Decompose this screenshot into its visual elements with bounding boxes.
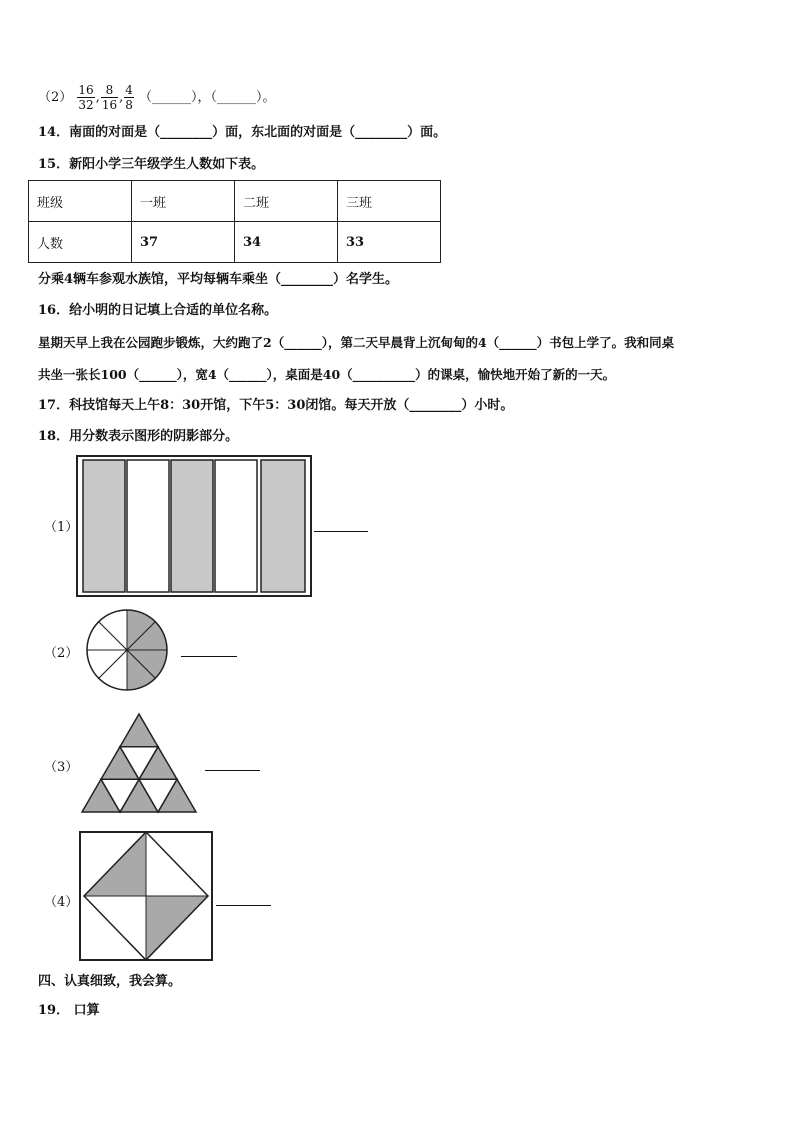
answer-line-1 — [314, 531, 368, 532]
table-cell: 二班 — [235, 181, 338, 222]
fraction-2: $\frac{8}{16}$ — [101, 83, 118, 112]
figure-2-circle — [82, 605, 172, 695]
figure-label-2: （2） — [44, 646, 79, 661]
question-17: 17．科技馆每天上午8：30开馆，下午5：30闭馆。每天开放（________）小时。 — [38, 398, 514, 413]
figure-3-triangle — [78, 710, 202, 816]
q13-part2 — [38, 80, 276, 116]
table-row — [29, 181, 441, 222]
q13-prefix: （2） — [38, 90, 73, 105]
section-4-heading: 四、认真细致，我会算。 — [38, 974, 182, 989]
q13-blanks: （______），（______）。 — [139, 90, 276, 105]
figure-label-3: （3） — [44, 760, 79, 775]
table-cell: 人数 — [29, 222, 132, 263]
question-16: 16．给小明的日记填上合适的单位名称。 — [38, 303, 278, 318]
fraction-1: $\frac{16}{32}$ — [78, 83, 94, 112]
question-14: 14．南面的对面是（________）面，东北面的对面是（________）面。 — [38, 125, 447, 140]
figure-1-strips — [75, 454, 315, 600]
answer-line-3 — [205, 770, 260, 771]
table-row — [29, 222, 441, 263]
figure-label-4: （4） — [44, 895, 79, 910]
question-15: 15．新阳小学三年级学生人数如下表。 — [38, 157, 265, 172]
table-cell: 三班 — [338, 181, 441, 222]
figure-label-1: （1） — [44, 520, 79, 535]
question-18: 18．用分数表示图形的阴影部分。 — [38, 429, 239, 444]
fraction-3: $\frac{4}{8}$ — [125, 83, 133, 112]
question-16-line1: 星期天早上我在公园跑步锻炼，大约跑了2（______），第二天早晨背上沉甸甸的4（______）书包上学了。我和同桌 — [38, 335, 675, 350]
sep-2: , — [119, 90, 124, 105]
table-cell: 一班 — [132, 181, 235, 222]
class-table — [28, 180, 441, 263]
table-cell: 班级 — [29, 181, 132, 222]
table-cell: 34 — [235, 222, 338, 263]
sep-1: , — [95, 90, 100, 105]
question-19: 19． 口算 — [38, 1003, 100, 1018]
answer-line-2 — [181, 656, 237, 657]
table-cell: 33 — [338, 222, 441, 263]
question-16-line2: 共坐一张长100（______），宽4（______），桌面是40（__________）的课桌，愉快地开始了新的一天。 — [38, 367, 616, 382]
question-15-followup: 分乘4辆车参观水族馆，平均每辆车乘坐（________）名学生。 — [38, 272, 399, 287]
figure-4-square — [76, 828, 216, 964]
answer-line-4 — [216, 905, 271, 906]
table-cell: 37 — [132, 222, 235, 263]
